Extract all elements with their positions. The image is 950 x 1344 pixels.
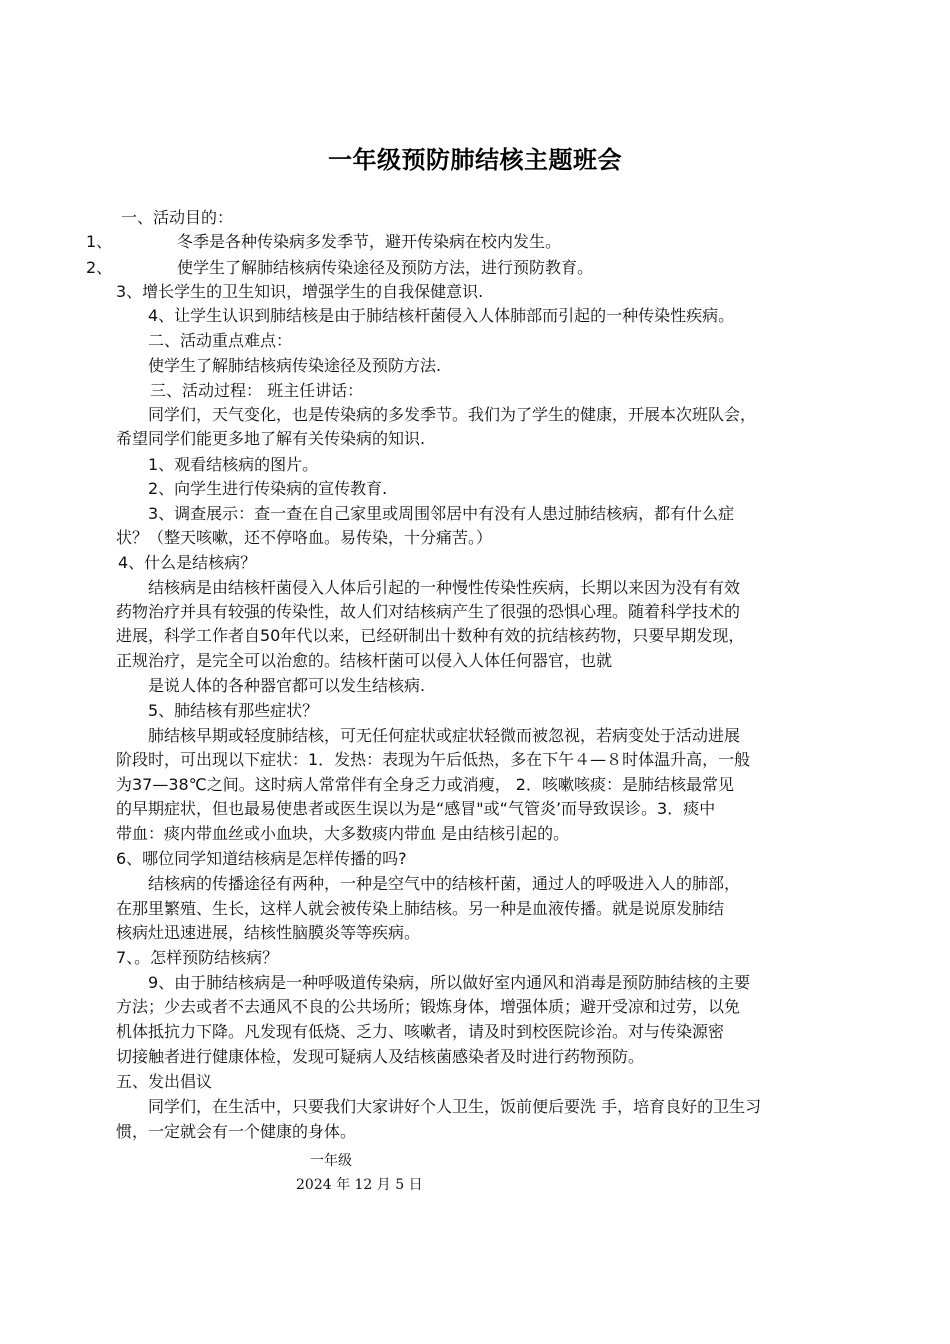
- paragraph-line: 同学们，在生活中，只要我们大家讲好个人卫生，饭前便后要洗 手，培育良好的卫生习: [148, 1097, 762, 1116]
- paragraph-line: 的早期症状，但也最易使患者或医生误以为是“感冒"或“气管炎’而导致误诊。3．痰中: [116, 799, 716, 818]
- list-item-text: 4、让学生认识到肺结核是由于肺结核杆菌侵入人体肺部而引起的一种传染性疾病。: [148, 306, 735, 325]
- list-item-text: 2、向学生进行传染病的宣传教育.: [148, 479, 388, 498]
- paragraph-line: 阶段时，可出现以下症状：1．发热：表现为午后低热，多在下午４—８时体温升高，一般: [116, 750, 751, 769]
- paragraph-line: 核病灶迅速进展，结核性脑膜炎等等疾病。: [116, 923, 421, 942]
- paragraph-line: 在那里繁殖、生长，这样人就会被传染上肺结核。另一种是血液传播。就是说原发肺结: [116, 899, 725, 918]
- paragraph-line: 药物治疗并具有较强的传染性，故人们对结核病产生了很强的恐惧心理。随着科学技术的: [116, 602, 741, 621]
- paragraph-line: 机体抵抗力下降。凡发现有低烧、乏力、咳嗽者，请及时到校医院诊治。对与传染源密: [116, 1022, 725, 1041]
- paragraph-line: 是说人体的各种器官都可以发生结核病.: [148, 676, 426, 695]
- list-item-text: 使学生了解肺结核病传染途径及预防方法，进行预防教育。: [177, 258, 594, 277]
- paragraph-line: 状？（整天咳嗽，还不停咯血。易传染，十分痛苦。）: [116, 528, 493, 547]
- section-heading: 4、什么是结核病？: [118, 553, 257, 572]
- paragraph-line: 切接触者进行健康体检，发现可疑病人及结核菌感染者及时进行药物预防。: [116, 1047, 645, 1066]
- section-heading: 一、活动目的：: [121, 208, 234, 227]
- section-heading: 6、哪位同学知道结核病是怎样传播的吗?: [116, 849, 407, 868]
- paragraph-line: 9、由于肺结核病是一种呼吸道传染病，所以做好室内通风和消毒是预防肺结核的主要: [148, 973, 751, 992]
- signature-class: 一年级: [310, 1153, 352, 1169]
- list-item-text: 3、调查展示：查一查在自己家里或周围邻居中有没有人患过肺结核病，都有什么症: [148, 504, 735, 523]
- paragraph-line: 进展，科学工作者自50年代以来，已经研制出十数种有效的抗结核药物，只要早期发现，: [116, 626, 745, 645]
- list-number: 1、: [86, 232, 113, 251]
- paragraph-line: 惯，一定就会有一个健康的身体。: [116, 1122, 357, 1141]
- paragraph-line: 带血：痰内带血丝或小血块，大多数痰内带血 是由结核引起的。: [116, 824, 570, 843]
- list-item-text: 冬季是各种传染病多发季节，避开传染病在校内发生。: [177, 232, 562, 251]
- section-heading: 7、。怎样预防结核病？: [116, 948, 279, 967]
- section-heading: 二、活动重点难点：: [148, 331, 293, 350]
- section-heading: 5、肺结核有那些症状？: [148, 701, 319, 720]
- paragraph-line: 结核病的传播途径有两种，一种是空气中的结核杆菌，通过人的呼吸进入人的肺部，: [148, 874, 741, 893]
- paragraph-line: 希望同学们能更多地了解有关传染病的知识.: [116, 429, 426, 448]
- list-item-text: 3、增长学生的卫生知识，增强学生的自我保健意识.: [116, 282, 484, 301]
- paragraph-line: 结核病是由结核杆菌侵入人体后引起的一种慢性传染性疾病，长期以来因为没有有效: [148, 578, 741, 597]
- signature-date: 2024 年 12 月 5 日: [296, 1177, 423, 1193]
- paragraph-line: 同学们，天气变化，也是传染病的多发季节。我们为了学生的健康，开展本次班队会，: [148, 405, 757, 424]
- list-number: 2、: [86, 258, 113, 277]
- section-heading: 五、发出倡议: [116, 1072, 213, 1091]
- section-heading: 三、活动过程： 班主任讲话：: [150, 381, 364, 400]
- paragraph-line: 方法；少去或者不去通风不良的公共场所；锻炼身体，增强体质；避开受凉和过劳，以免: [116, 997, 741, 1016]
- document-title: 一年级预防肺结核主题班会: [328, 146, 622, 174]
- paragraph-line: 为37—38℃之间。这时病人常常伴有全身乏力或消瘦， 2．咳嗽咳痰：是肺结核最常见: [116, 775, 734, 794]
- paragraph-line: 使学生了解肺结核病传染途径及预防方法.: [148, 356, 442, 375]
- list-item-text: 1、观看结核病的图片。: [148, 455, 319, 474]
- paragraph-line: 正规治疗，是完全可以治愈的。结核杆菌可以侵入人体任何器官，也就: [116, 651, 613, 670]
- paragraph-line: 肺结核早期或轻度肺结核，可无任何症状或症状轻微而被忽视，若病变处于活动进展: [148, 726, 741, 745]
